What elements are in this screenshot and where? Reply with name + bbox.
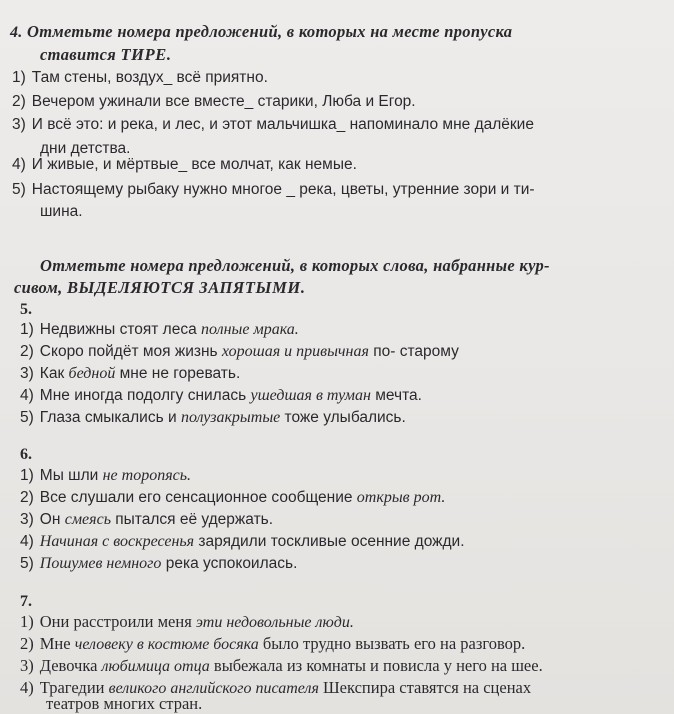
task4-heading [10,22,512,43]
task5-item: 1) Недвижны стоят леса полные мрака. [20,321,299,338]
task7-number: 7. [20,593,32,610]
task4-item: 5) Настоящему рыбаку нужно многое _ река, цветы, утренние зори и ти- [12,181,535,198]
task7-item: 2) Мне человеку в костюме босяка было трудно вызвать его на разговор. [20,634,526,653]
task5-number: 5. [20,301,32,318]
task6-item: 3) Он смеясь пытался её удержать. [20,511,274,528]
task6-item: 2) Все слушали его сенсационное сообщение открыв рот. [20,489,446,506]
task6-item: 4) Начиная с воскресенья зарядили тоскливые осенние дожди. [20,533,465,550]
task5-item: 4) Мне иногда подолгу снилась ушедшая в туман мечта. [20,387,422,404]
task4-item: 1) Там стены, воздух_ всё приятно. [12,69,268,86]
task5-item: 5) Глаза смыкались и полузакрытые тоже улыбались. [20,409,406,426]
task4-item: 3) И всё это: и река, и лес, и этот мальчишка_ напоминало мне далёкие [12,116,534,133]
task6-item: 1) Мы шли не торопясь. [20,467,192,484]
instruction2-line1: Отметьте номера предложений, в которых слова, набранные кур- [40,256,550,275]
instruction2-line2: сивом, ВЫДЕЛЯЮТСЯ ЗАПЯТЫМИ. [14,278,306,297]
task4-item-cont: шина. [40,203,83,220]
task4-number: 4. [10,24,23,41]
task7-item-cont: театров многих стран. [46,694,203,713]
task5-item: 3) Как бедной мне не горевать. [20,365,241,382]
task7-item: 1) Они расстроили меня эти недовольные люди. [20,612,354,631]
task6-number: 6. [20,446,32,463]
task4-item: 4) И живые, и мёртвые_ все молчат, как немые. [12,156,357,173]
task4-item: 2) Вечером ужинали все вместе_ старики, Люба и Егор. [12,93,416,110]
task4-item-cont: дни детства. [40,140,131,157]
task7-item: 4) Трагедии великого английского писателя Шекспира ставятся на сценах [20,678,532,697]
task6-item: 5) Пошумев немного река успокоилась. [20,555,298,572]
task4-heading-line2: ставится ТИРЕ. [40,45,172,64]
task5-item: 2) Скоро пойдёт моя жизнь хорошая и привычная по- старому [20,343,459,360]
task4-heading-line1: Отметьте номера предложений, в которых на месте пропуска [27,22,513,41]
task7-item: 3) Девочка любимица отца выбежала из комнаты и повисла у него на шее. [20,656,543,675]
